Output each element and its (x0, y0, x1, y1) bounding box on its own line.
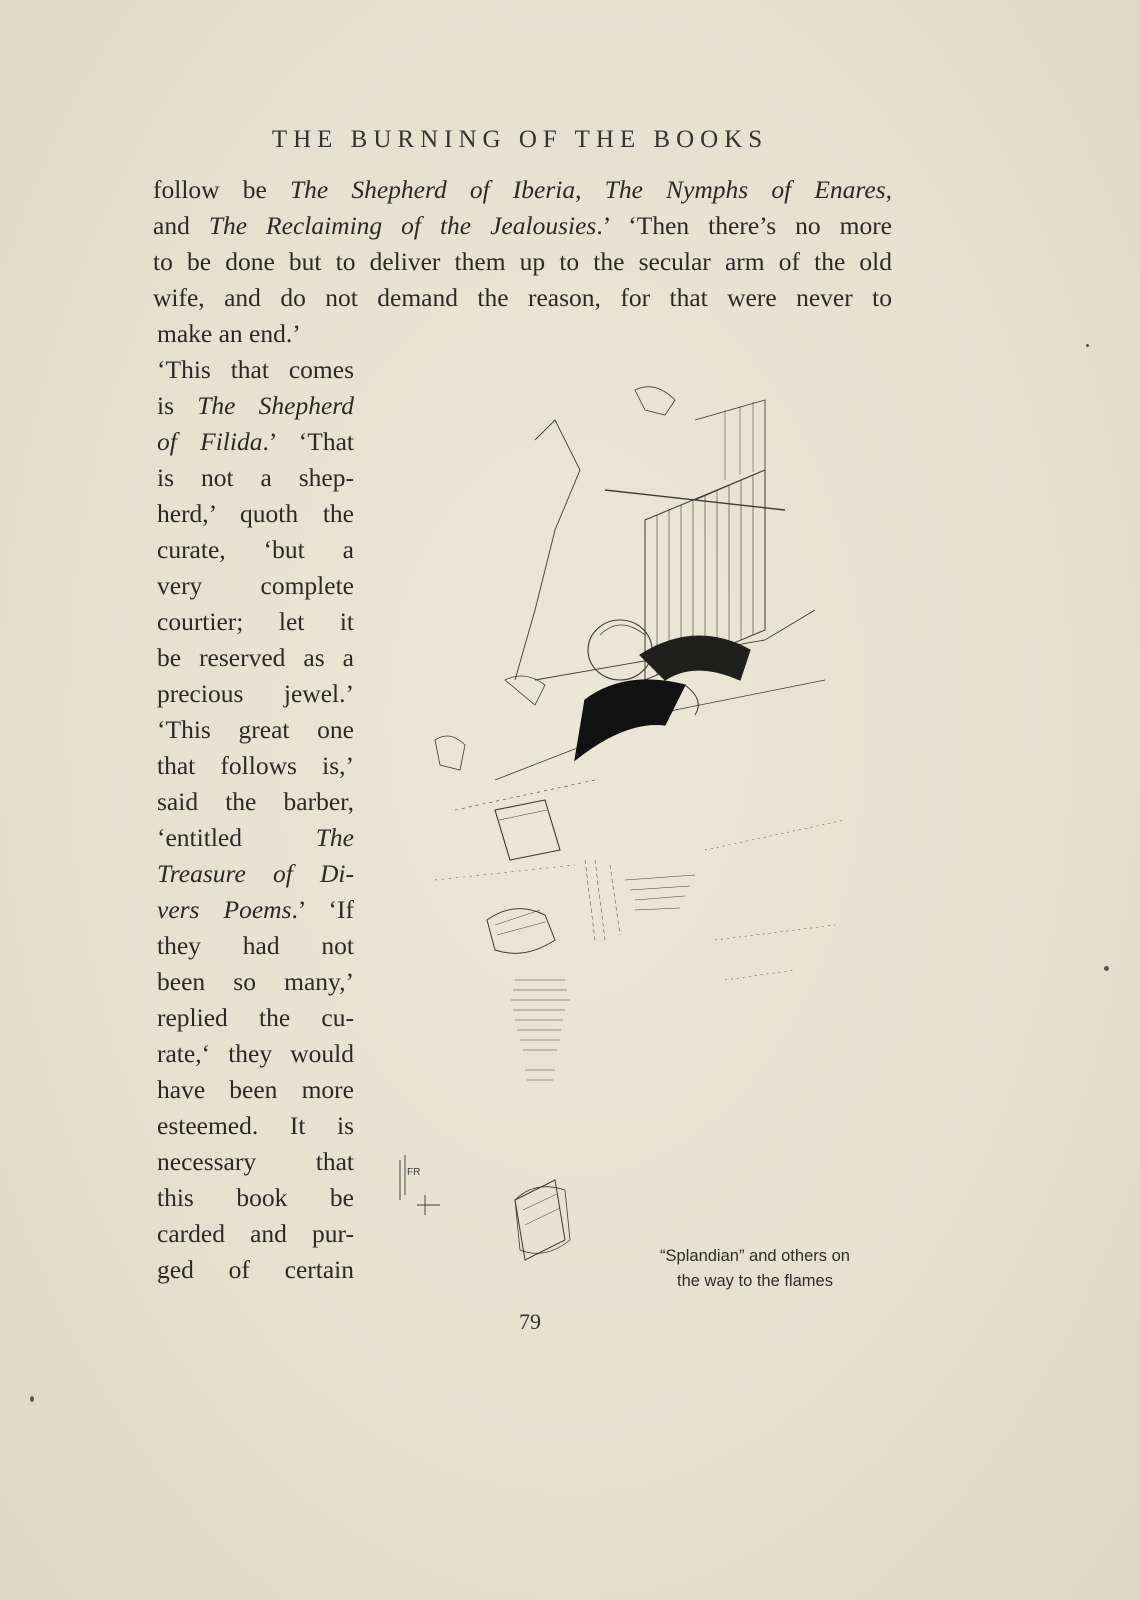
text-line: ‘This great one (157, 715, 354, 744)
text-line: said the barber, (157, 787, 354, 816)
text-run: .’ ‘If (291, 895, 355, 924)
book-title: The Reclaiming of the Jealousies (208, 211, 597, 240)
text-line: make an end.’ (157, 319, 301, 348)
book-title: vers Poems (157, 895, 292, 924)
text-line: replied the cu- (157, 1003, 354, 1032)
paper-speck (1086, 344, 1089, 347)
page-number: 79 (519, 1309, 541, 1334)
running-head: THE BURNING OF THE BOOKS (271, 126, 769, 153)
text-line: precious jewel.’ (157, 679, 354, 708)
book-title: The Nymphs of Enares (604, 175, 886, 204)
book-title: Treasure of Di- (157, 859, 354, 888)
text-line: curate, ‘but a (157, 535, 354, 564)
paper-speck (1104, 966, 1109, 971)
text-line: they had not (157, 931, 354, 960)
falling-books (435, 387, 675, 1260)
text-run: of (157, 427, 201, 456)
caption-line: “Splandian” and others on (660, 1247, 850, 1265)
text-run: , (885, 175, 892, 204)
artist-monogram (400, 1155, 440, 1215)
text-line: have been more (157, 1075, 354, 1104)
text-line: courtier; let it (157, 607, 354, 636)
text-line: rate,‘ they would (157, 1039, 354, 1068)
paper-speck (30, 1396, 34, 1402)
book-title: The Shepherd (197, 391, 354, 420)
text-run: .’ ‘That (262, 427, 354, 456)
text-line: herd,’ quoth the (157, 499, 354, 528)
text-line: ged of certain (157, 1255, 354, 1284)
text-line (157, 892, 354, 928)
text-line: been so many,’ (157, 967, 354, 996)
book-title: The (315, 823, 354, 852)
text-line: be reserved as a (157, 643, 354, 672)
book-title: Filida (200, 427, 263, 456)
curate-figure (575, 620, 750, 760)
text-run: , (575, 175, 605, 204)
text-line: wife, and do not demand the reason, for that were never to (153, 283, 892, 312)
text-line: this book be (157, 1183, 354, 1212)
caption-line: the way to the flames (677, 1272, 833, 1290)
text-line: is not a shep- (157, 463, 354, 492)
text-run: .’ ‘Then there’s no more (596, 211, 893, 240)
text-line (157, 856, 354, 892)
text-line: carded and pur- (157, 1219, 354, 1248)
text-run: ‘entitled (157, 823, 316, 852)
text-line (157, 820, 354, 856)
illustration-books-tossed-from-window (395, 380, 885, 1300)
text-line: very complete (157, 571, 354, 600)
text-line (153, 172, 892, 208)
text-line (153, 208, 892, 244)
text-line (157, 388, 354, 424)
book-title: The Shepherd of Iberia (289, 175, 576, 204)
text-line: ‘This that comes (157, 355, 354, 384)
text-line: to be done but to deliver them up to the secular arm of the old (153, 247, 892, 276)
text-line: that follows is,’ (157, 751, 354, 780)
text-line: esteemed. It is (157, 1111, 354, 1140)
illustration-caption (630, 1244, 880, 1294)
text-run: is (157, 391, 198, 420)
text-run: and (153, 211, 209, 240)
text-line: necessary that (157, 1147, 354, 1176)
text-run: follow be (153, 175, 290, 204)
text-line (157, 424, 354, 460)
artist-initials: FR (407, 1167, 421, 1178)
